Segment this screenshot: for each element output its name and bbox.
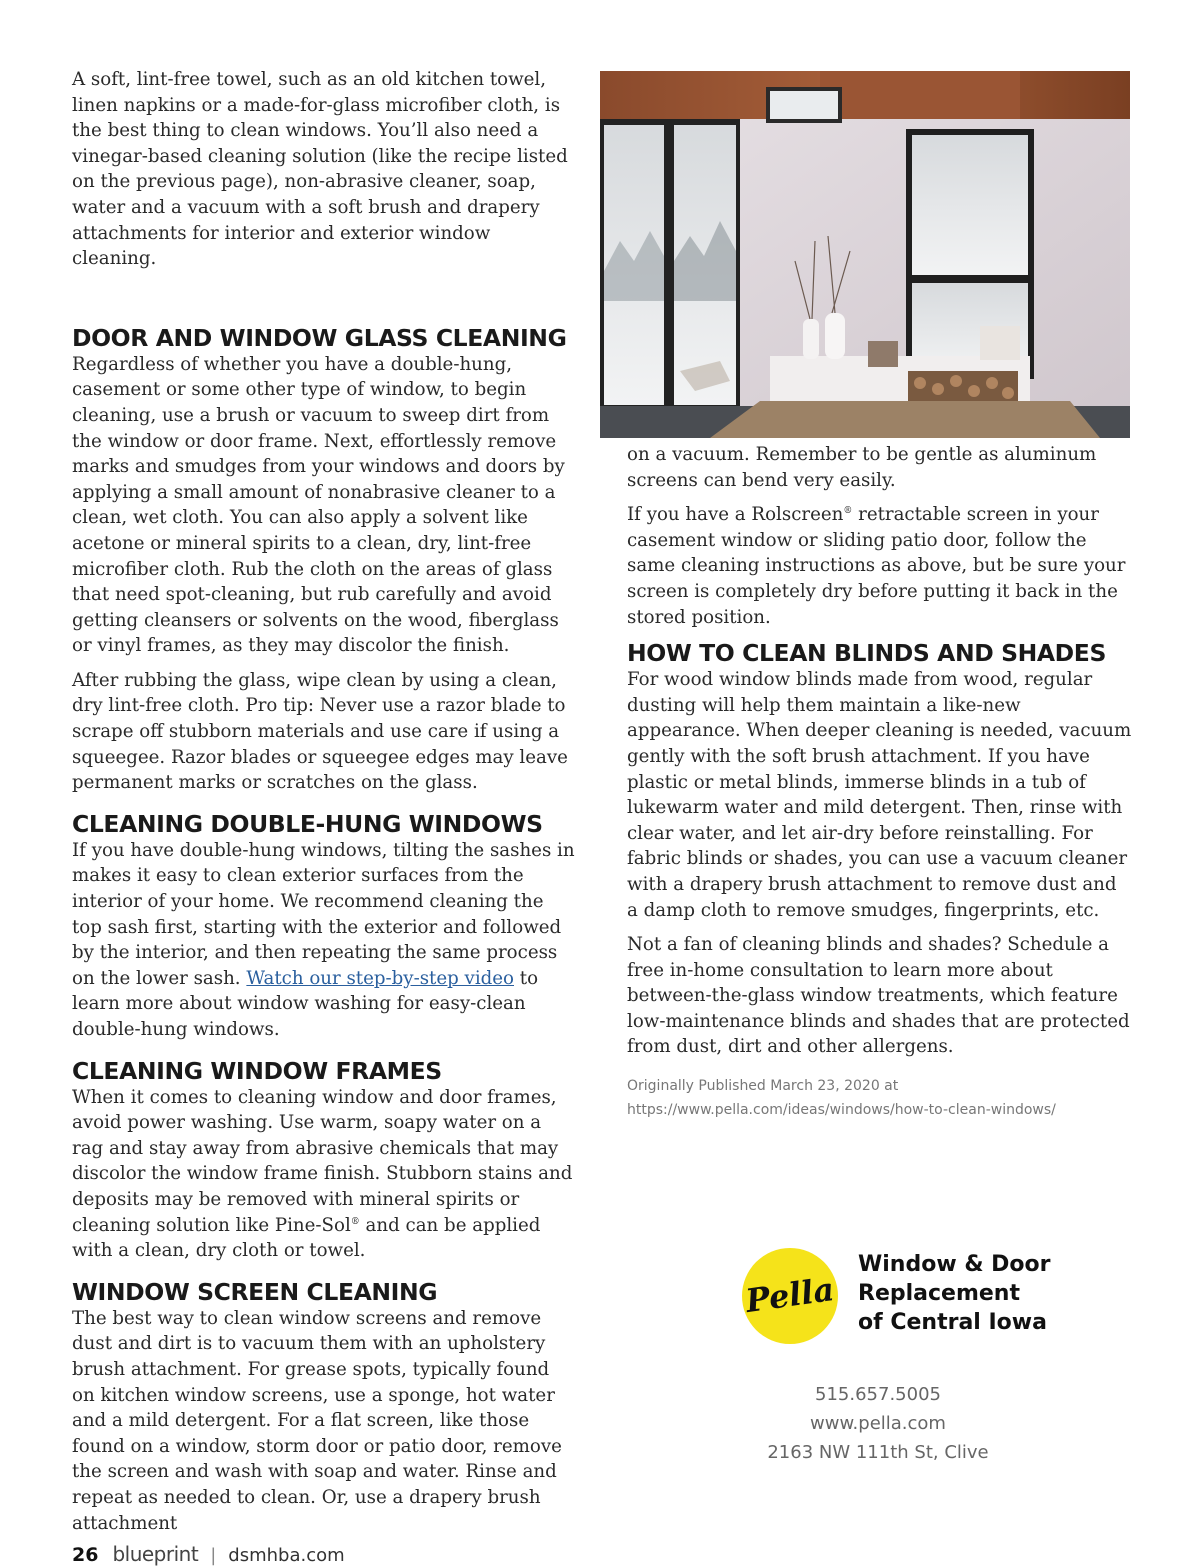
ad-contact-info [740, 1380, 1016, 1467]
ad-line-1: Window & Door [858, 1252, 1051, 1277]
window-screen-paragraph: The best way to clean window screens and remove dust and dirt is to vacuum them with an upholstery brush attachment. For grease spots, typically found on kitchen window screens, use a sponge, hot water and a mild detergent. For a flat screen, like those found on a window, storm door or patio door, remove the screen and wash with soap and water. Rinse and repeat as needed to clean. Or, use a drapery brush attachment [72, 1307, 562, 1534]
window-frames-heading: CLEANING WINDOW FRAMES [72, 1056, 442, 1085]
screen-continued-paragraph: on a vacuum. Remember to be gentle as aluminum screens can bend very easily. [627, 444, 1097, 491]
ad-website: www.pella.com [810, 1413, 946, 1434]
step-by-step-video-link[interactable]: Watch our step-by-step video [246, 967, 514, 989]
glass-cleaning-heading: DOOR AND WINDOW GLASS CLEANING [72, 323, 567, 352]
blueprint-brand: blueprint [112, 1542, 199, 1566]
registered-mark: ® [843, 506, 853, 517]
glass-cleaning-paragraph-1: Regardless of whether you have a double-hung, casement or some other type of window, to begin cleaning, use a brush or vacuum to sweep dirt from the window or door frame. Next, effortlessly remove marks and smudges from your windows and doors by applying a small amount of nonabrasive cleaner to a clean, wet cloth. You can also apply a solvent like acetone or mineral spirits to a clean, dry, lint-free microfiber cloth. Rub the cloth on the areas of glass that need spot-cleaning, but rub carefully and avoid getting cleansers or solvents on the wood, fiberglass or vinyl frames, as they may discolor the finish. [72, 353, 565, 657]
pella-ad [740, 1246, 1080, 1346]
double-hung-heading: CLEANING DOUBLE-HUNG WINDOWS [72, 809, 543, 838]
window-frames-paragraph [72, 1085, 577, 1264]
rolscreen-paragraph [627, 502, 1132, 630]
left-column [72, 67, 577, 1545]
source-citation: Originally Published March 23, 2020 at https://www.pella.com/ideas/windows/how-to-clean-windows/ [627, 1078, 1056, 1119]
page-number: 26 [72, 1544, 99, 1566]
double-hung-text-before: If you have double-hung windows, tilting the sashes in makes it easy to clean exterior surfaces from the interior of your home. We recommend cleaning the top sash first, starting with the exterior and followed by the interior, and then repeating the same process on the lower sash. [72, 839, 575, 989]
blinds-shades-heading: HOW TO CLEAN BLINDS AND SHADES [627, 639, 1106, 668]
page-footer [72, 1542, 345, 1566]
double-hung-text-after: to learn more about window washing for easy-clean double-hung windows. [72, 967, 539, 1040]
double-hung-paragraph [72, 838, 577, 1043]
frames-text-after: and can be applied with a clean, dry cloth or towel. [72, 1214, 541, 1262]
blinds-paragraph-2: Not a fan of cleaning blinds and shades? Schedule a free in-home consultation to learn more about between-the-glass window treatments, which feature low-maintenance blinds and shades that are protected from dust, dirt and other allergens. [627, 934, 1130, 1058]
registered-mark: ® [350, 1216, 360, 1227]
rolscreen-text-after: retractable screen in your casement window or sliding patio door, follow the same cleaning instructions as above, but be sure your screen is completely dry before putting it back in the stored position. [627, 504, 1126, 628]
footer-site: dsmhba.com [228, 1545, 345, 1566]
blinds-paragraph-1: For wood window blinds made from wood, regular dusting will help them maintain a like-new appearance. When deeper cleaning is needed, vacuum gently with the soft brush attachment. If you have plastic or metal blinds, immerse blinds in a tub of lukewarm water and mild detergent. Then, rinse with clear water, and let air-dry before reinstalling. For fabric blinds or shades, you can use a vacuum cleaner with a drapery brush attachment to remove dust and a damp cloth to remove smudges, fingerprints, etc. [627, 669, 1132, 921]
frames-text-before: When it comes to cleaning window and door frames, avoid power washing. Use warm, soapy water on a rag and stay away from abrasive chemicals that may discolor the window frame finish. Stubborn stains and deposits may be removed with mineral spirits or cleaning solution like Pine-Sol [72, 1086, 573, 1236]
glass-cleaning-paragraph-2: After rubbing the glass, wipe clean by using a clean, dry lint-free cloth. Pro tip: Never use a razor blade to scrape off stubborn materials and use care if using a squeegee. Razor blades or squeegee edges may leave permanent marks or scratches on the glass. [72, 669, 568, 794]
ad-address: 2163 NW 111th St, Clive [767, 1442, 989, 1463]
intro-paragraph: A soft, lint-free towel, such as an old kitchen towel, linen napkins or a made-for-glass microfiber cloth, is the best thing to clean windows. You’ll also need a vinegar-based cleaning solution (like the recipe listed on the previous page), non-abrasive cleaner, soap, water and a vacuum with a soft brush and drapery attachments for interior and exterior window cleaning. [72, 69, 568, 270]
interior-room-photo [600, 71, 1130, 438]
pella-logo-word: Pella [743, 1270, 837, 1320]
ad-line-2: Replacement [858, 1281, 1020, 1306]
ad-line-3: of Central Iowa [858, 1310, 1047, 1335]
footer-separator: | [210, 1545, 217, 1566]
pella-logo-icon [740, 1246, 840, 1346]
right-column [627, 442, 1132, 1122]
window-screen-heading: WINDOW SCREEN CLEANING [72, 1277, 438, 1306]
ad-phone: 515.657.5005 [815, 1384, 941, 1405]
rolscreen-text-before: If you have a Rolscreen [627, 504, 844, 526]
ad-headline [858, 1250, 1051, 1337]
